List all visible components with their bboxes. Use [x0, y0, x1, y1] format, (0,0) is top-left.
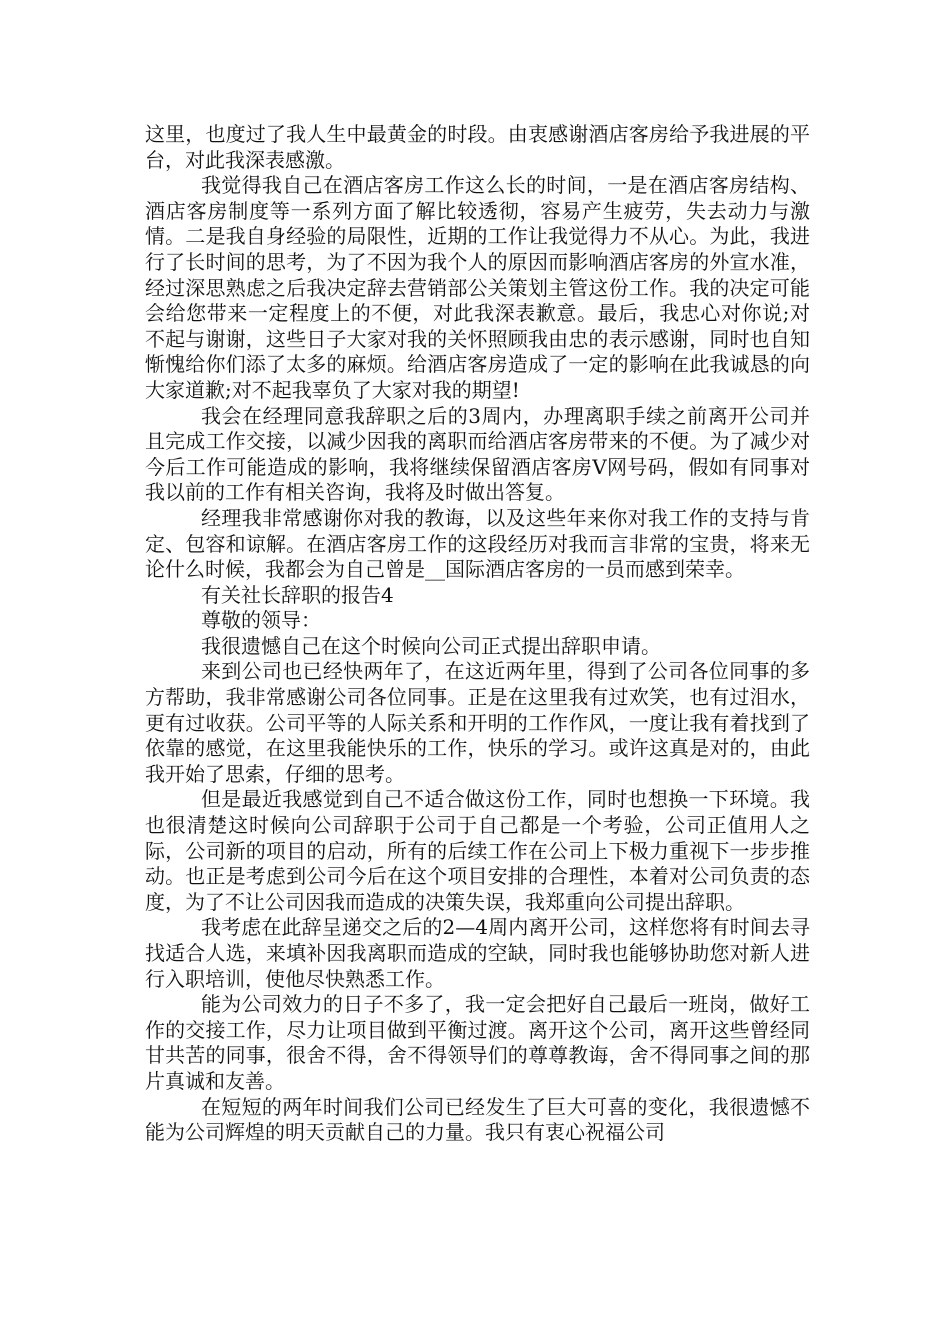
paragraph-12: 在短短的两年时间我们公司已经发生了巨大可喜的变化，我很遗憾不能为公司辉煌的明天贡献自己的力量。我只有衷心祝福公司 — [145, 1094, 810, 1145]
paragraph-4: 经理我非常感谢你对我的教诲，以及这些年来你对我工作的支持与肯定、包容和谅解。在酒店客房工作的这段经历对我而言非常的宝贵，将来无论什么时候，我都会为自己曾是__国际酒店客房的一员而感到荣幸。 — [145, 505, 810, 582]
paragraph-11: 能为公司效力的日子不多了，我一定会把好自己最后一班岗，做好工作的交接工作，尽力让项目做到平衡过渡。离开这个公司，离开这些曾经同甘共苦的同事，很舍不得，舍不得领导们的尊尊教诲，舍不得同事之间的那片真诚和友善。 — [145, 992, 810, 1093]
paragraph-7: 我很遗憾自己在这个时候向公司正式提出辞职申请。 — [201, 633, 661, 658]
paragraph-10: 我考虑在此辞呈递交之后的2—4周内离开公司，这样您将有时间去寻找适合人选，来填补因我离职而造成的空缺，同时我也能够协助您对新人进行入职培训，使他尽快熟悉工作。 — [145, 915, 810, 991]
salutation: 尊敬的领导： — [201, 608, 321, 633]
paragraph-9: 但是最近我感觉到自己不适合做这份工作，同时也想换一下环境。我也很清楚这时候向公司辞职于公司于自己都是一个考验，公司正值用人之际，公司新的项目的启动，所有的后续工作在公司上下极力重视下一步步推动。也正是考虑到公司今后在这个项目安排的合理性，本着对公司负责的态度，为了不让公司因我而造成的决策失误，我郑重向公司提出辞职。 — [145, 787, 810, 914]
paragraph-3: 我会在经理同意我辞职之后的3周内，办理离职手续之前离开公司并且完成工作交接，以减少因我的离职而给酒店客房带来的不便。为了减少对今后工作可能造成的影响，我将继续保留酒店客房V网号码，假如有同事对我以前的工作有相关咨询，我将及时做出答复。 — [145, 403, 810, 505]
paragraph-1: 这里，也度过了我人生中最黄金的时段。由衷感谢酒店客房给予我进展的平台，对此我深表感激。 — [145, 122, 810, 172]
paragraph-2: 我觉得我自己在酒店客房工作这么长的时间，一是在酒店客房结构、酒店客房制度等一系列方面了解比较透彻，容易产生疲劳，失去动力与激情。二是我自身经验的局限性，近期的工作让我觉得力不从心。为此，我进行了长时间的思考，为了不因为我个人的原因而影响酒店客房的外宣水准，经过深思熟虑之后我决定辞去营销部公关策划主管这份工作。我的决定可能会给您带来一定程度上的不便，对此我深表歉意。最后，我忠心对你说;对不起与谢谢，这些日子大家对我的关怀照顾我由忠的表示感谢，同时也自知惭愧给你们添了太多的麻烦。给酒店客房造成了一定的影响在此我诚恳的向大家道歉;对不起我辜负了大家对我的期望! — [145, 173, 810, 402]
paragraph-8: 来到公司也已经快两年了，在这近两年里，得到了公司各位同事的多方帮助，我非常感谢公司各位同事。正是在这里我有过欢笑，也有过泪水，更有过收获。公司平等的人际关系和开明的工作作风，一度让我有着找到了依靠的感觉，在这里我能快乐的工作，快乐的学习。或许这真是对的，由此我开始了思索，仔细的思考。 — [145, 659, 810, 786]
section-heading: 有关社长辞职的报告4 — [201, 582, 394, 607]
document-page — [145, 122, 810, 1146]
